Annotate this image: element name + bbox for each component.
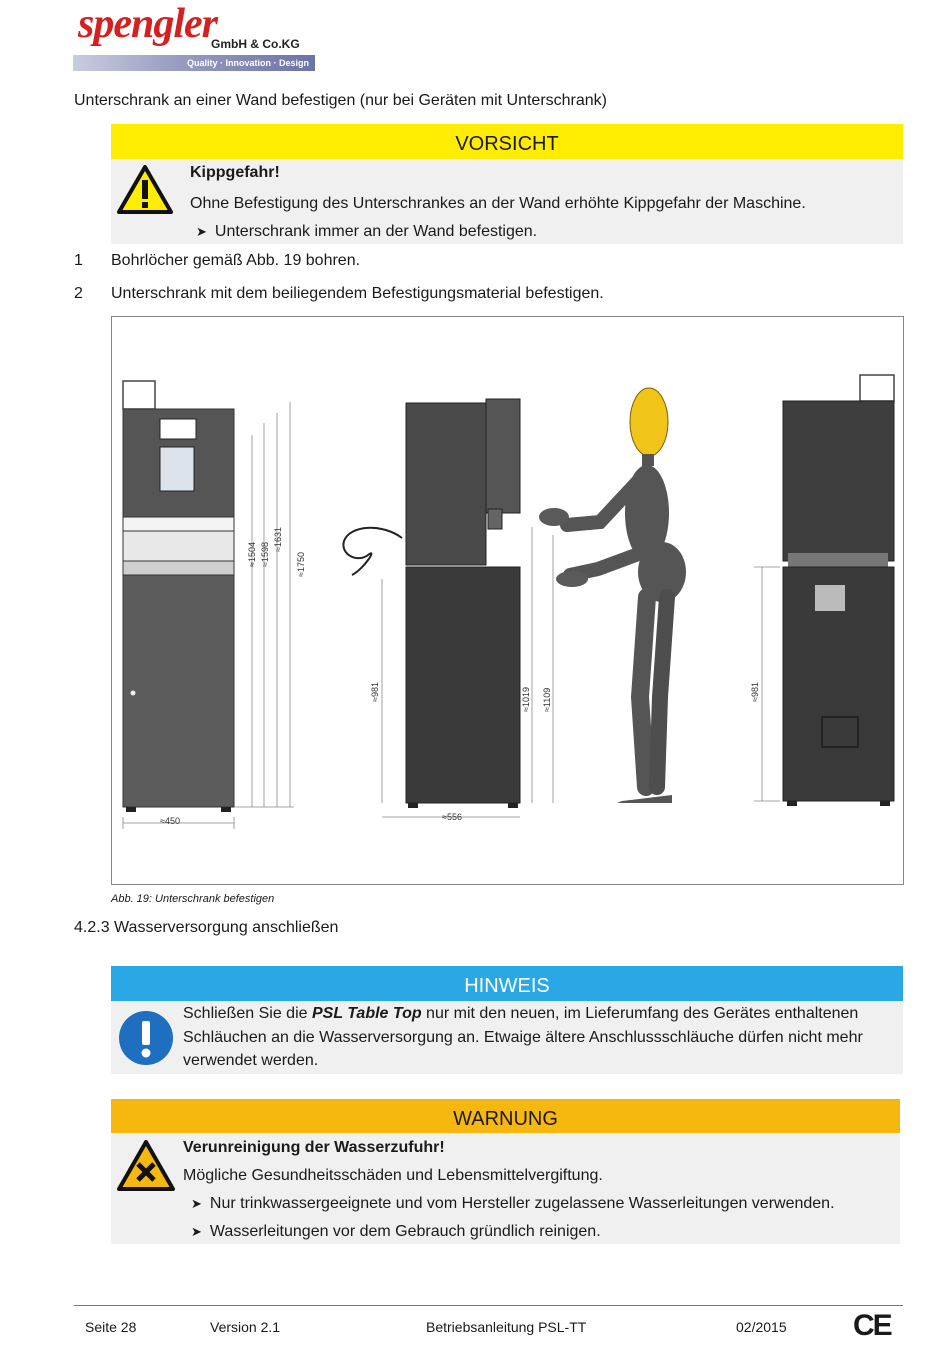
step-text: Unterschrank mit dem beiliegendem Befestigungsmaterial befestigen. <box>111 285 604 302</box>
caution-title: VORSICHT <box>455 133 559 155</box>
ce-mark-icon: CE <box>853 1309 891 1342</box>
note-text: nur mit den neuen, im Lieferumfang des Gerätes enthaltenen <box>421 1005 859 1022</box>
logo-tagline-bar <box>73 55 315 71</box>
note-line-2: Schläuchen an die Wasserversorgung an. Etwaige ältere Anschlussschläuche dürfen nicht mehr <box>183 1029 863 1046</box>
step-number: 1 <box>74 252 83 269</box>
front-view <box>123 381 306 829</box>
company-suffix: GmbH & Co.KG <box>211 37 300 51</box>
mannequin-figure <box>539 388 686 803</box>
dim-label: ≈1631 <box>273 527 283 552</box>
footer-date: 02/2015 <box>736 1319 787 1335</box>
product-name: PSL Table Top <box>311 1005 422 1022</box>
back-view <box>750 375 894 806</box>
footer-version: Version 2.1 <box>210 1319 281 1335</box>
warning-header <box>111 1099 900 1133</box>
cabinet-drawing <box>112 317 903 884</box>
dim-label: ≈1598 <box>260 542 270 567</box>
warning-action <box>191 1195 835 1213</box>
dim-label: ≈1019 <box>521 687 531 712</box>
warning-hazard: Verunreinigung der Wasserzufuhr! <box>183 1139 445 1156</box>
caution-hazard: Kippgefahr! <box>190 164 280 181</box>
subsection-heading: 4.2.3 Wasserversorgung anschließen <box>74 919 339 936</box>
note-line-3: verwendet werden. <box>183 1052 319 1069</box>
arrow-icon: ➤ <box>196 224 207 239</box>
footer-document: Betriebsanleitung PSL-TT <box>426 1319 587 1335</box>
warning-action-text: Nur trinkwassergeeignete und vom Hersteller zugelassene Wasserleitungen verwenden. <box>209 1195 835 1212</box>
figure-frame <box>111 316 904 885</box>
note-header <box>111 966 903 1001</box>
arrow-icon: ➤ <box>191 1196 202 1211</box>
warning-action-text: Wasserleitungen vor dem Gebrauch gründlich reinigen. <box>209 1223 601 1240</box>
logo-tagline: Quality · Innovation · Design <box>186 58 309 68</box>
warning-consequence: Mögliche Gesundheitsschäden und Lebensmittelvergiftung. <box>183 1167 603 1184</box>
caution-header <box>111 124 903 159</box>
harmful-substance-icon <box>116 1139 176 1193</box>
info-exclamation-icon <box>118 1010 174 1066</box>
side-view <box>343 399 553 822</box>
dim-label: ≈1109 <box>542 687 552 712</box>
note-text: Schließen Sie die <box>183 1005 312 1022</box>
warning-triangle-icon <box>116 164 174 216</box>
dim-label: ≈1750 <box>296 552 306 577</box>
section-heading: Unterschrank an einer Wand befestigen (nur bei Geräten mit Unterschrank) <box>74 92 607 109</box>
warning-title: WARNUNG <box>453 1108 558 1130</box>
note-line-1 <box>183 1005 858 1023</box>
caution-consequence: Ohne Befestigung des Unterschrankes an der Wand erhöhte Kippgefahr der Maschine. <box>190 195 806 212</box>
company-logo: spengler <box>78 1 217 47</box>
dim-label: ≈981 <box>750 682 760 702</box>
footer-page: Seite 28 <box>85 1319 137 1335</box>
dim-label: ≈556 <box>442 812 462 822</box>
step-text: Bohrlöcher gemäß Abb. 19 bohren. <box>111 252 361 269</box>
arrow-icon: ➤ <box>191 1224 202 1239</box>
dim-label: ≈981 <box>370 682 380 702</box>
dim-label: ≈450 <box>160 816 180 826</box>
warning-action <box>191 1223 601 1241</box>
note-title: HINWEIS <box>464 975 550 997</box>
caution-action <box>196 223 537 241</box>
footer-divider <box>74 1305 903 1306</box>
dim-label: ≈1504 <box>247 542 257 567</box>
caution-action-text: Unterschrank immer an der Wand befestigen. <box>214 223 538 240</box>
figure-caption: Abb. 19: Unterschrank befestigen <box>111 893 275 905</box>
step-number: 2 <box>74 285 83 302</box>
